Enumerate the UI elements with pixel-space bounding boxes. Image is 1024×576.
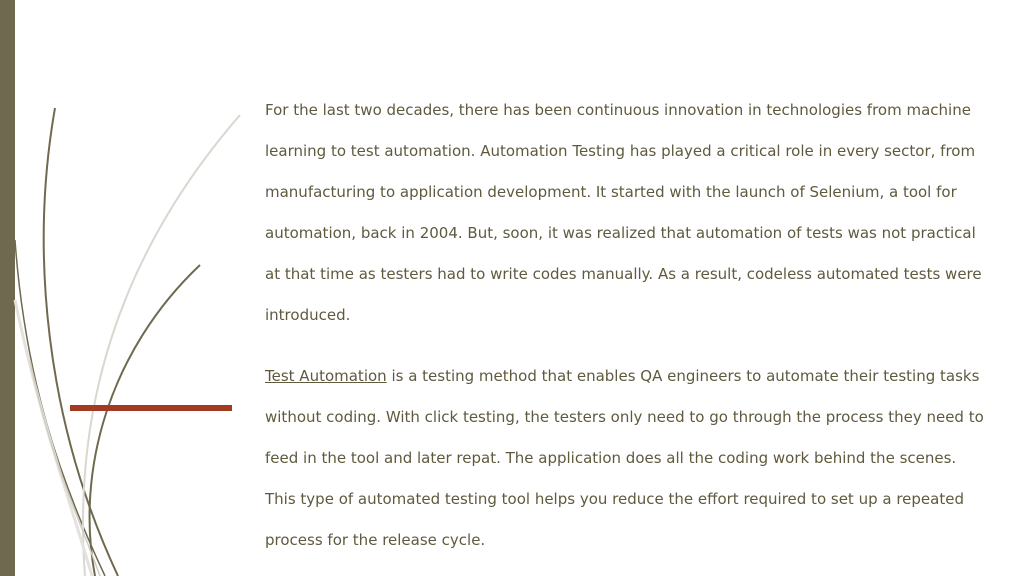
paragraph-2 bbox=[265, 356, 985, 561]
decor-curve-1 bbox=[44, 108, 118, 576]
body-text bbox=[265, 90, 985, 561]
paragraph-1-text: For the last two decades, there has been continuous innovation in technologies from machine learning to test automation. Automation Testing has played a critical role in every sector, from manufacturing to application development. It started with the launch of Selenium, a tool for automation, back in 2004. But, soon, it was realized that automation of tests was not practical at that time as testers had to write codes manually. As a result, codeless automated tests were introduced. bbox=[265, 101, 982, 324]
decor-curve-6 bbox=[30, 360, 100, 576]
paragraph-1 bbox=[265, 90, 985, 336]
decor-curve-5 bbox=[15, 300, 92, 576]
paragraph-2-text: is a testing method that enables QA engineers to automate their testing tasks without coding. With click testing, the testers only need to go through the process they need to feed in the tool and later repat. The application does all the coding work behind the scenes. This type of automated testing tool helps you reduce the effort required to set up a repeated process for the release cycle. bbox=[265, 367, 984, 549]
decor-curve-2 bbox=[90, 265, 200, 576]
test-automation-link[interactable]: Test Automation bbox=[265, 367, 387, 385]
decorative-curves bbox=[0, 0, 260, 576]
red-accent-line bbox=[70, 405, 232, 411]
decor-curve-4 bbox=[83, 115, 240, 576]
